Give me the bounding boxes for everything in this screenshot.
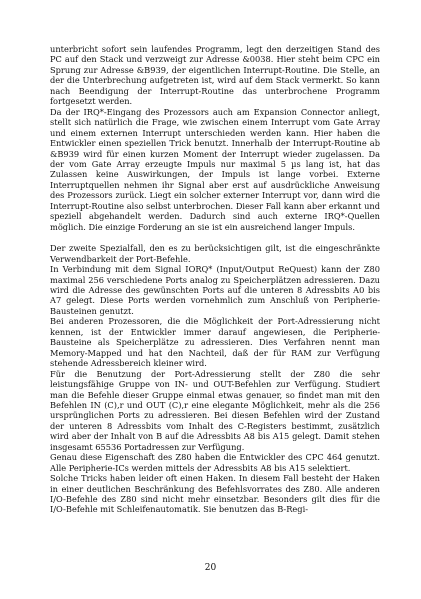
paragraph-in-out-commands: Für die Benutzung der Port-Adressierung stellt der Z80 die sehr leistungsfähige Gruppe von IN- und OUT-Befehlen zur Verfügung. Studiert man die Befehle dieser Gruppe einmal etwas genauer, so findet man mit den Befehlen IN (C),r und OUT (C),r eine elegante Möglichkeit, mehr als die 256 ursprünglichen Ports zu adressieren. Bei diesen Befehlen wird der Zustand der unteren 8 Adressbits vom Inhalt des C-Registers bestimmt, zusätzlich wird aber der Inhalt von B auf die Adressbits A8 bis A15 gelegt. Damit stehen insgesamt 65536 Portadressen zur Verfügung.: [50, 368, 380, 452]
paragraph-irq-expansion: Da der IRQ*-Eingang des Prozessors auch am Expansion Connector anliegt, stellt sich natürlich die Frage, wie zwischen einem Interrupt vom Gate Array und einem externen Interrupt unterschieden werden kann. Hier haben die Entwickler einen speziellen Trick benutzt. Innerhalb der Interrupt-Routine ab &B939 wird für einen kurzen Moment der Interrupt wieder zugelassen. Da der vom Gate Array erzeugte Impuls nur maximal 5 µs lang ist, hat das Zulassen keine Auswirkungen, der Impuls ist lange vorbei. Externe Interruptquellen nehmen ihr Signal aber erst auf ausdrückliche Anweisung des Prozessors zurück. Liegt ein solcher externer Interrupt vor, dann wird die Interrupt-Routine also selbst unterbrochen. Dieser Fall kann aber erkannt und speziell abgehandelt werden. Dadurch sind auch externe IRQ*-Quellen möglich. Die einzige Forderung an sie ist ein ausreichend langer Impuls.: [50, 106, 380, 232]
document-page: [50, 44, 380, 515]
paragraph-iorq: In Verbindung mit dem Signal IORQ* (Input/Output ReQuest) kann der Z80 maximal 256 verschiedene Ports analog zu Speicherplätzen adressieren. Dazu wird die Adresse des gewünschten Ports auf die unteren 8 Adressbits A0 bis A7 gelegt. Diese Ports werden vornehmlich zum Anschluß von Peripherie-Bausteinen genutzt.: [50, 264, 380, 316]
page-number: 20: [204, 563, 217, 573]
paragraph-cpc-464: Genau diese Eigenschaft des Z80 haben die Entwickler des CPC 464 genutzt. Alle Peripherie-ICs werden mittels der Adressbits A8 bis A15 selektiert.: [50, 452, 380, 473]
paragraph-tricks: Solche Tricks haben leider oft einen Haken. In diesem Fall besteht der Haken in einer deutlichen Beschränkung des Befehlsvorrates des Z80. Alle anderen I/O-Befehle des Z80 sind nicht mehr einsetzbar. Besonders gilt dies für die I/O-Befehle mit Schleifenautomatik. Sie benutzen das B-Regi-: [50, 473, 380, 515]
paragraph-memory-mapped: Bei anderen Prozessoren, die die Möglichkeit der Port-Adressierung nicht kennen, ist der Entwickler immer darauf angewiesen, die Peripherie-Bausteine als Speicherplätze zu adressieren. Dies Verfahren nennt man Memory-Mapped und hat den Nachteil, daß der für RAM zur Verfügung stehende Adressbereich kleiner wird.: [50, 316, 380, 369]
paragraph-interrupt-stack: unterbricht sofort sein laufendes Programm, legt den derzeitigen Stand des PC auf den Stack und verzweigt zur Adresse &0038. Hier steht beim CPC ein Sprung zur Adresse &B939, der eigentlichen Interrupt-Routine. Die Stelle, an der die Unterbrechung aufgetreten ist, wird auf dem Stack vermerkt. So kann nach Beendigung der Interrupt-Routine das unterbrochene Programm fortgesetzt werden.: [50, 44, 380, 107]
paragraph-gap: [50, 232, 380, 243]
paragraph-port-special-case: Der zweite Spezialfall, den es zu berücksichtigen gilt, ist die eingeschränkte Verwendbarkeit der Port-Befehle.: [50, 243, 380, 264]
